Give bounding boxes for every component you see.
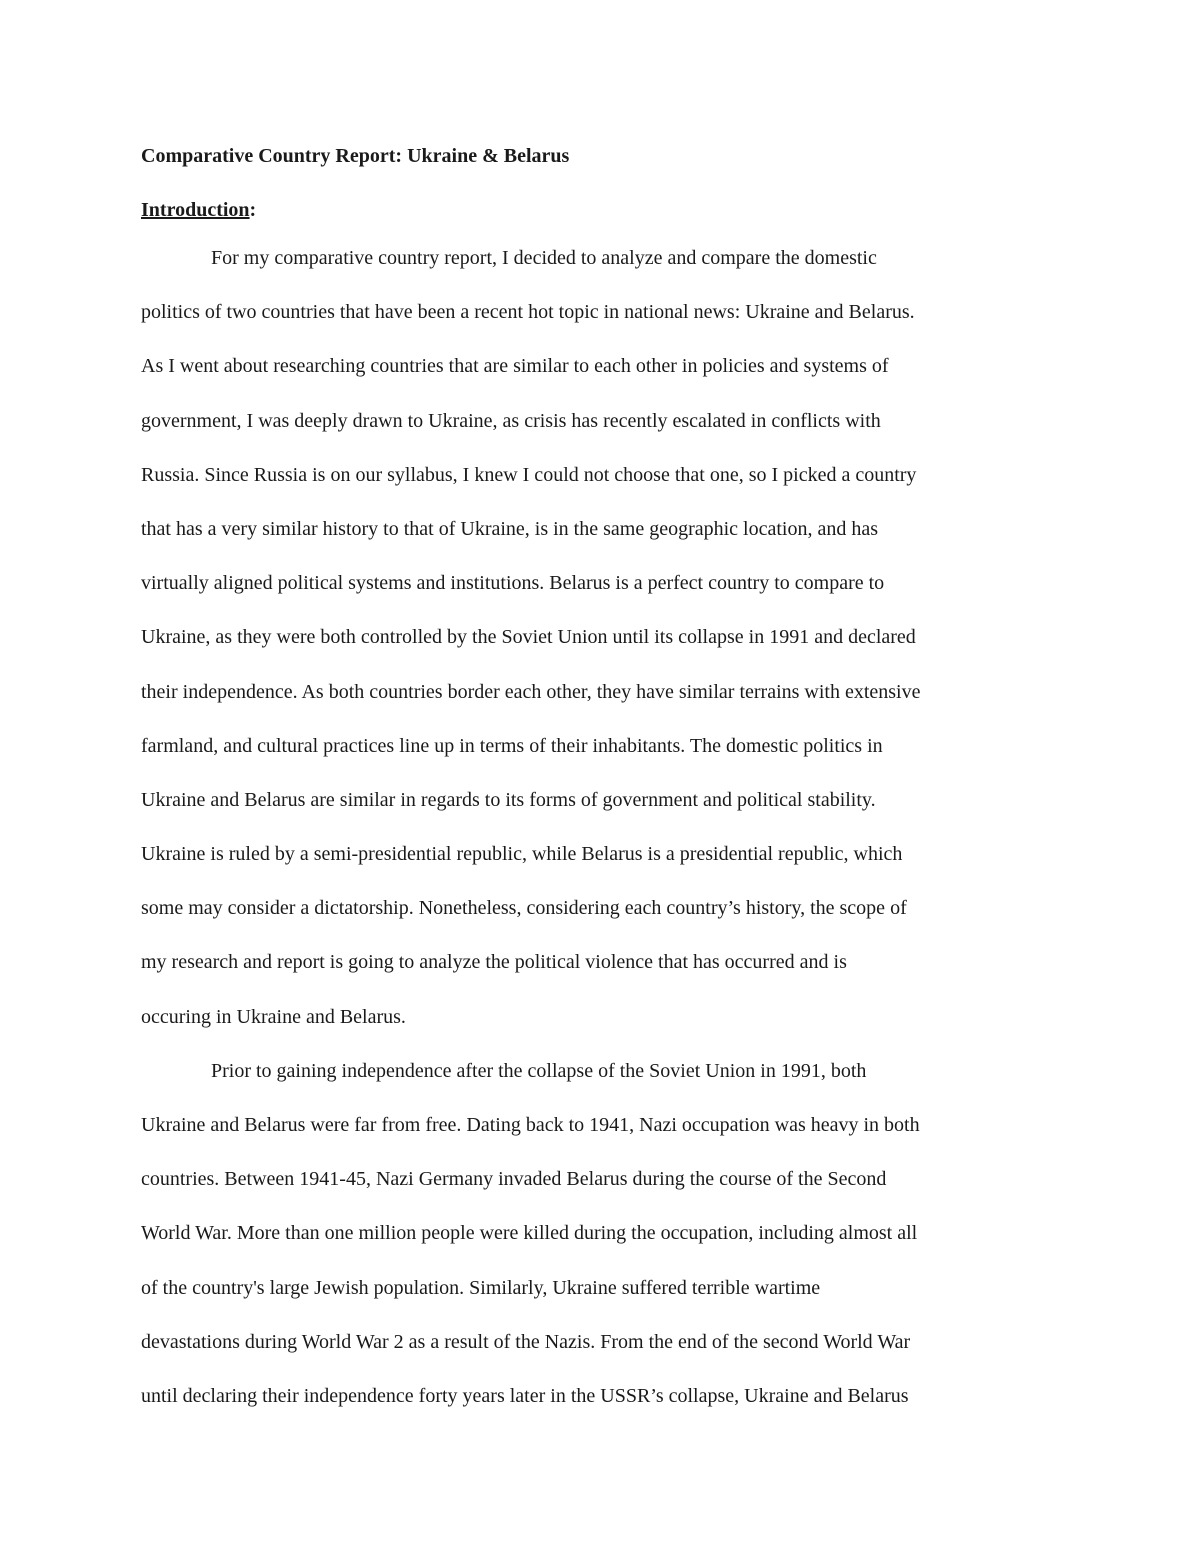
text-line: For my comparative country report, I decided to analyze and compare the domestic <box>211 247 877 269</box>
document-body <box>141 138 1061 1423</box>
text-line: that has a very similar history to that of Ukraine, is in the same geographic location, and has <box>141 517 879 540</box>
text-line: government, I was deeply drawn to Ukraine, as crisis has recently escalated in conflicts with <box>141 409 881 432</box>
text-line: devastations during World War 2 as a result of the Nazis. From the end of the second World War <box>141 1330 911 1353</box>
text-line: until declaring their independence forty years later in the USSR’s collapse, Ukraine and Belarus <box>141 1384 909 1407</box>
text-line: their independence. As both countries border each other, they have similar terrains with extensive <box>141 680 921 703</box>
document-title: Comparative Country Report: Ukraine & Belarus <box>141 145 570 167</box>
text-line: of the country's large Jewish population. Similarly, Ukraine suffered terrible wartime <box>141 1276 821 1299</box>
section-heading-label: Introduction <box>141 199 250 221</box>
text-line: my research and report is going to analyze the political violence that has occurred and is <box>141 951 847 974</box>
text-line: World War. More than one million people were killed during the occupation, including almost all <box>141 1222 918 1245</box>
text-line: Russia. Since Russia is on our syllabus, I knew I could not choose that one, so I picked a country <box>141 463 917 486</box>
text-line: virtually aligned political systems and institutions. Belarus is a perfect country to compare to <box>141 572 885 595</box>
paragraph-2 <box>141 1044 1061 1423</box>
text-line: some may consider a dictatorship. Nonetheless, considering each country’s history, the scope of <box>141 897 907 920</box>
section-heading-colon: : <box>249 199 257 221</box>
text-line: Ukraine, as they were both controlled by the Soviet Union until its collapse in 1991 and declared <box>141 626 916 649</box>
text-line: countries. Between 1941-45, Nazi Germany invaded Belarus during the course of the Second <box>141 1168 887 1191</box>
text-line: Prior to gaining independence after the collapse of the Soviet Union in 1991, both <box>211 1059 867 1082</box>
text-line: Ukraine and Belarus were far from free. Dating back to 1941, Nazi occupation was heavy in both <box>141 1114 920 1136</box>
text-line: occuring in Ukraine and Belarus. <box>141 1005 406 1028</box>
section-heading-introduction <box>141 192 1061 228</box>
text-line: politics of two countries that have been a recent hot topic in national news: Ukraine and Belarus. <box>141 301 915 324</box>
text-line: Ukraine and Belarus are similar in regards to its forms of government and political stability. <box>141 788 876 811</box>
text-line: farmland, and cultural practices line up in terms of their inhabitants. The domestic politics in <box>141 734 883 757</box>
paragraph-1 <box>141 231 1061 1044</box>
text-line: As I went about researching countries that are similar to each other in policies and systems of <box>141 355 889 378</box>
text-line: Ukraine is ruled by a semi-presidential republic, while Belarus is a presidential republic, which <box>141 843 903 866</box>
